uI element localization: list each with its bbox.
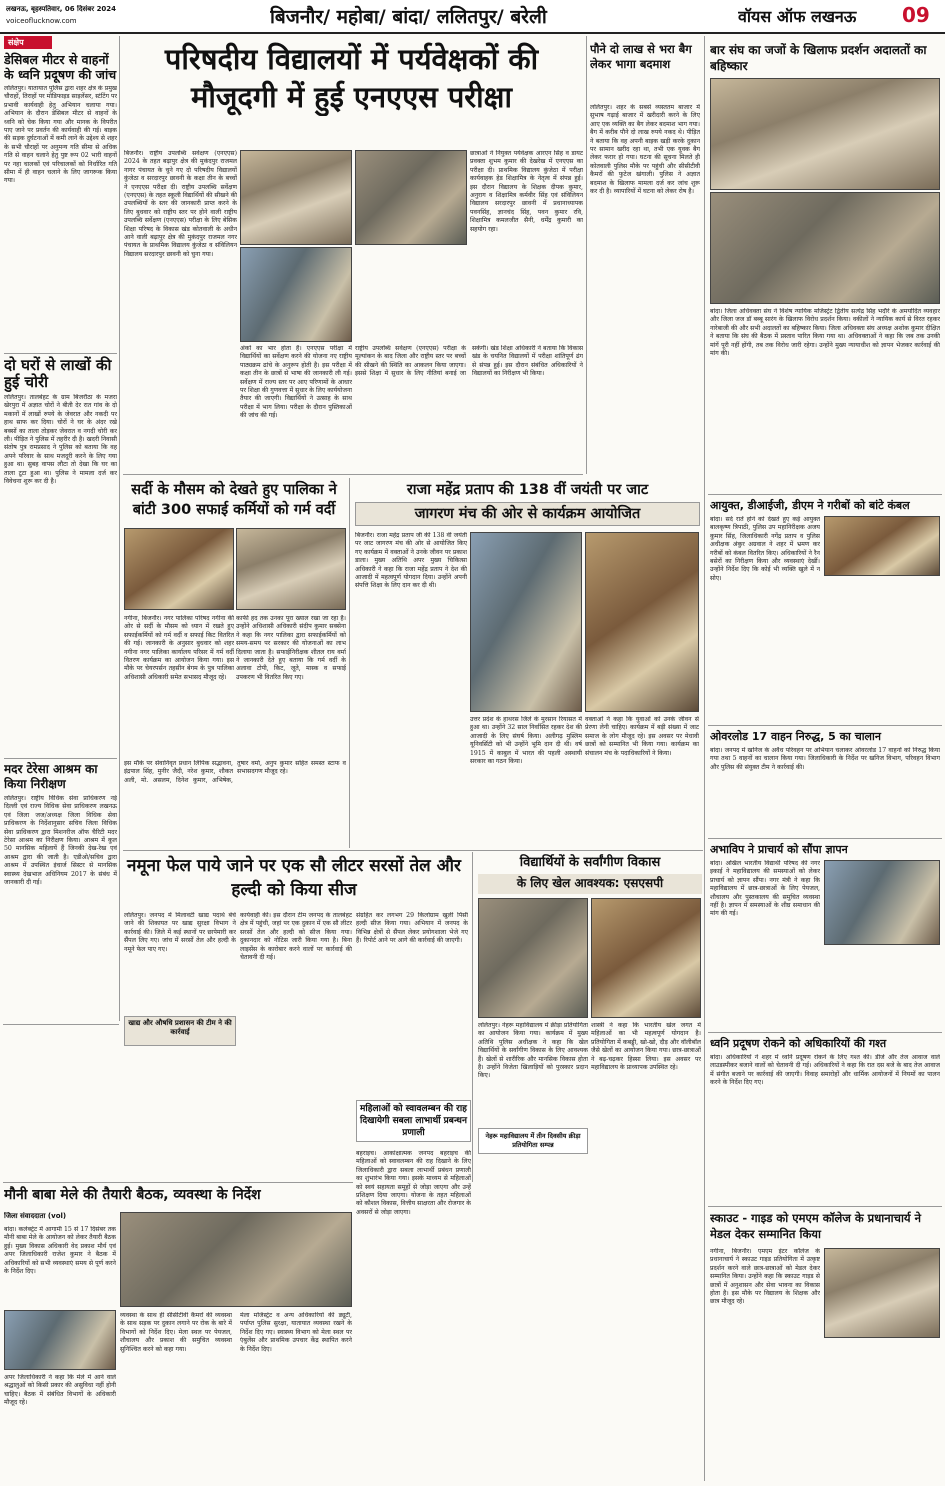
lawyers-body: बांदा। जिला अधिवक्ता संघ ने विशेष न्यायिक मजिस्ट्रेट द्वितीय सत्येंद्र सिंह भदौरे के अमर्यादित व्यवहार और जिला जज डॉ बब्बू सारंग के खिलाफ विरोध प्रदर्शन किया। वकीलों ने न्यायिक कार्य से विरत रहकर नारेबाजी की और सभी अदालतों का बहिष्कार किया। जिला अधिवक्ता संघ अध्यक्ष अशोक कुमार दीक्षित ने बताया कि संघ की बैठक में प्रस्ताव पारित किया गया था। अधिवक्ताओं ने कहा कि जब तक उनकी मांगें पूरी नहीं होंगी, तब तक विरोध जारी रहेगा। उन्होंने मुख्य न्यायाधीश को ज्ञापन भेजकर कार्रवाई की मांग की। [710,308,940,358]
blanket-headline: आयुक्त, डीआईजी, डीएम ने गरीबों को बांटे कंबल [710,499,910,512]
sports-col-1: ललितपुर। नेहरू महाविद्यालय में क्रीड़ा प्रतियोगिता का आयोजन किया गया। कार्यक्रम में मुख्य अतिथि पुलिस अधीक्षक ने कहा कि खेल विद्यार्थियों के सर्वांगीण विकास के लिए आवश्यक हैं। खेलों से शारीरिक और मानसिक विकास होता है। उन्होंने विजेता खिलाड़ियों को पुरस्कार प्रदान किए। [478,1022,588,1080]
raja-headline-2-box [355,502,700,526]
mustard-callout [124,1016,236,1046]
raja-col-3: वक्ताओं ने कहा कि युवाओं को उनके जीवन से प्रेरणा लेनी चाहिए। कार्यक्रम में बड़ी संख्या में जाट समाज के लोग मौजूद रहे। इस अवसर पर मेधावी छात्रों को सम्मानित भी किया गया। कार्यक्रम का संचालन मंच के पदाधिकारियों ने किया। [585,716,699,757]
main-col-1: बिजनौर। राष्ट्रीय उपलब्धि सर्वेक्षण (एनएएस) 2024 के तहत बढ़ापुर क्षेत्र की मुकंदपुर राजमल नागर पंचायत के चुने गए दो परिषदीय विद्यालयों कुंजेठा व सरदारपुर छावनी के कक्षा तीन के बच्चों ने एनएएस परीक्षा दी। राष्ट्रीय उपलब्धि सर्वेक्षण (एनएएस) के तहत स्कूली विद्यार्थियों की सीखने की उपलब्धियों के स्तर की जानकारी प्राप्त करने के लिए बुधवार को राष्ट्रीय स्तर पर होने वाली राष्ट्रीय उपलब्धि सर्वेक्षण (एनएएस) परीक्षा के लिए बेसिक शिक्षा परिषद के विकास खंड कोतवाली के अधीन आने वाली बढ़ापुर क्षेत्र की मुकंदपुर राजमल नगर पंचायत के प्राथमिक विद्यालय कुंजेठा व संविलियन विद्यालय सरदारपुर छावनी को चुना गया। [124,150,237,258]
lawyers-photo-1 [710,78,940,190]
cold-headline: सर्दी के मौसम को देखते हुए पालिका ने बांटी 300 सफाई कर्मियों को गर्म वर्दी [131,482,337,518]
bag-headline: पौने दो लाख से भरा बैग लेकर भागा बदमाश [590,42,692,71]
fair-photo-2 [120,1212,352,1307]
sports-col-2: शास्त्री ने कहा कि भारतीय खेल जगत में महिलाओं का भी महत्वपूर्ण योगदान है। प्रतियोगिता में कबड्डी, खो-खो, दौड़ और वॉलीबॉल जैसे खेलों का आयोजन किया गया। छात्र-छात्राओं ने बढ़-चढ़कर हिस्सा लिया। इस अवसर पर महाविद्यालय के प्राध्यापक उपस्थित रहे। [591,1022,701,1072]
sports-callout-text: नेहरू महाविद्यालय में तीन दिवसीय क्रीड़ा प्रतियोगिता सम्पन्न [485,1132,581,1149]
overload-headline: ओवरलोड 17 वाहन निरुद्ध, 5 का चालान [710,730,881,743]
lawyers-photo-2 [710,192,940,304]
abvp-headline: अभाविप ने प्राचार्य को सौंपा ज्ञापन [710,843,848,856]
brief-1-title: डेसिबल मीटर से वाहनों के ध्वनि प्रदूषण की जांच [4,52,117,82]
fair-photo-1 [4,1310,116,1370]
raja-headline-1: राजा महेंद्र प्रताप की 138 वीं जयंती पर जाट [406,482,649,498]
cold-photo-1 [124,528,234,610]
bag-body: ललितपुर। शहर के सबसे व्यस्ततम बाजार में सुभाष गढ़ाई बाजार में खरीदारी करने के लिए आए एक व्यक्ति का बैग लेकर बदमाश भाग गया। बैग में करीब पौने दो लाख रुपये नकद थे। पीड़ित ने बताया कि वह अपनी बाइक खड़ी करके दुकान पर सामान खरीद रहा था, तभी एक युवक बैग लेकर फरार हो गया। घटना की सूचना मिलते ही कोतवाली पुलिस मौके पर पहुंची और सीसीटीवी कैमरों की फुटेज खंगाली। पुलिस ने अज्ञात बदमाश के खिलाफ मामला दर्ज कर जांच शुरू कर दी है। व्यापारियों में घटना को लेकर रोष है। [590,104,700,196]
cold-col-3: इस मौके पर सेवानिवृत प्रधान लिपिक सद्भावना, इंद्रपाल सिंह, मुनीर जैदी, नरेश कुमार, शौकत अली, मो. असलम, दिनेश कुमार, अभिषेक, तुषार वर्मा, अनुप कुमार सहित समस्त स्टाफ व सभासदगण मौजूद रहे। [124,760,346,784]
cold-col-1: नगीना, बिजनौर। नगर पालिका परिषद नगीना की ओर से सर्दी के मौसम को ध्यान में रखते हुए सफाईकर्मियों को गर्म वर्दी व सफाई किट वितरित की गई। जानकारी के अनुसार बुधवार को शहर नगीना नगर पालिका कार्यालय परिसर में गर्म वर्दी वितरण कार्यक्रम का आयोजन किया गया। इस मौके पर चेयरपर्सन तहसीन बेगम के पुत्र पालिका अधिशासी अधिकारी समेत सभासद मौजूद रहे। [124,615,234,681]
raja-headline-2: जागरण मंच की ओर से कार्यक्रम आयोजित [414,506,641,522]
main-col-4: राष्ट्रीय उपलब्धि सर्वेक्षण (एनएएस) परीक्षा के मूल्यांकन के बाद जिला और राष्ट्रीय स्तर पर बच्चों की सीखने की स्थिति का आकलन किया जाएगा। इससे शिक्षा में सुधार के लिए नीतियां बनाई जा सकेंगी। खंड शिक्षा अधिकारी ने बताया कि विकास खंड के चयनित विद्यालयों में परीक्षा शांतिपूर्ण ढंग से संपन्न हुई। इस दौरान संबंधित अधिकारियों ने विद्यालयों का निरीक्षण भी किया। [355,345,583,378]
mustard-col-3: संग्रहित कर लगभग 29 किलोग्राम खुली पिसी हल्दी सीज किया गया। अभियान में जनपद के विभिन्न क्षेत्रों से सैंपल लेकर प्रयोगशाला भेजे गए हैं। रिपोर्ट आने पर आगे की कार्रवाई की जाएगी। [356,912,468,945]
fair-byline: जिला संवाददाता (vol) [4,1212,67,1220]
fair-col-2: व्यवस्था के साथ ही सीसीटीवी कैमरों की व्यवस्था के साथ सड़क पर दुकान लगाने पर रोक के बारे में विभागों को निर्देश दिए। मेला स्थल पर पेयजल, शौचालय और प्रकाश की समुचित व्यवस्था सुनिश्चित करने को कहा गया। [120,1312,232,1353]
women-body: बहराइच। आकांक्षात्मक जनपद बहराइच की महिलाओं को स्वावलम्बन की राह दिखाने के लिए जिलाधिकारी द्वारा सबला लाभार्थी प्रबंधन प्रणाली का शुभारंभ किया गया। इसके माध्यम से महिलाओं को स्वयं सहायता समूहों से जोड़ा जाएगा और उन्हें प्रशिक्षण दिया जाएगा। योजना के तहत महिलाओं को कौशल विकास, वित्तीय साक्षरता और रोजगार के अवसरों से जोड़ा जाएगा। [356,1150,471,1216]
noise-body: बांदा। अधिकारियों ने शहर में ध्वनि प्रदूषण रोकने के लिए गश्त की। डीजे और तेज आवाज वाले लाउडस्पीकर बजाने वालों को चेतावनी दी गई। अधिकारियों ने कहा कि रात दस बजे के बाद तेज आवाज में संगीत बजाने पर कार्रवाई की जाएगी। विवाह समारोहों और धार्मिक आयोजनों में नियमों का पालन करने के निर्देश दिए गए। [710,1054,940,1087]
raja-col-1: बिजनौर। राजा महेंद्र प्रताप जी की 138 वीं जयंती पर जाट जागरण मंच की ओर से आयोजित किए गए कार्यक्रम में वक्ताओं ने उनके जीवन पर प्रकाश डाला। मुख्य अतिथि अपर मुख्य चिकित्सा अधिकारी ने कहा कि राजा महेंद्र प्रताप ने देश की आजादी में महत्वपूर्ण योगदान दिया। उन्होंने अपनी संपत्ति शिक्षा के लिए दान कर दी थी। [355,532,467,590]
overload-body: बांदा। जनपद में खनिज के अवैध परिवहन पर अभियान चलाकर ओवरलोड 17 वाहनों को निरुद्ध किया गया तथा 5 वाहनों का चालान किया गया। जिलाधिकारी के निर्देश पर खनिज विभाग, परिवहन विभाग और पुलिस की संयुक्त टीम ने कार्रवाई की। [710,747,940,771]
brief-1-body: ललितपुर। यातायात पुलिस द्वारा शहर क्षेत्र के प्रमुख चौराहों, तिराहों पर मोडिफाइड साइलेंसर, स्टंटिंग पर प्रभावी कार्यवाही हेतु अभियान चलाया गया। अभियान के दौरान डेसिबल मीटर से वाहनों के ध्वनि को चेक किया गया और मानक के विपरीत पाए जाने पर प्रवर्तन की कार्यवाही की गई। बाइक की सड़क दुर्घटनाओं में कमी लाने के उद्देश्य से शहर के सभी चौराहों पर अनुमन्य गति सीमा से अधिक गति से वाहन चलाने हेतु पुष्ट रूप 02 भारी वाहनों पर नहा चालकों एवं परिचालकों को निर्धारित गति सीमा में ही वाहन चलाने के लिए जागरूक किया गया। [4,85,117,185]
blanket-photo [824,516,940,576]
mustard-col-1: ललितपुर। जनपद में मिलावटी खाद्य पदार्थ बेचे जाने की शिकायत पर खाद्य सुरक्षा विभाग ने कार्रवाई की। जिले में कई स्थानों पर छापेमारी कर सैंपल लिए गए। जांच में सरसों तेल और हल्दी के नमूने फेल पाए गए। [124,912,236,953]
abvp-body: बांदा। अखिल भारतीय विद्यार्थी परिषद की नगर इकाई ने महाविद्यालय की समस्याओं को लेकर प्राचार्य को ज्ञापन सौंपा। नगर मंत्री ने कहा कि महाविद्यालय में छात्र-छात्राओं के लिए पेयजल, शौचालय और पुस्तकालय की समुचित व्यवस्था नहीं है। ज्ञापन में समस्याओं के शीघ्र समाधान की मांग की गई। [710,860,820,918]
masthead [0,0,945,34]
main-col-3: छात्राओं ने नियुक्त पर्यवेक्षक आरएन सिंह व डायट प्रवक्ता शुभम कुमार की देखरेख में एनएएस का परीक्षा दी। प्राथमिक विद्यालय कुंजेठा में परीक्षा कार्यवाहक हेड शिक्षामित्र के नेतृत्व में संपन्न हुई। इस दौरान विद्यालय के शिक्षक दीपक कुमार, अनुराग व शिक्षामित्र कर्मवीर सिंह एवं संविलियन विद्यालय सरदारपुर छावनी में प्रधानाध्यापक पवनसिंह, ज्ञानचंद सिंह, पवन कुमार रवि, शिक्षामित्र कमलजीत सैनी, धर्मेंद्र कुमारी का सहयोग रहा। [470,150,583,233]
paper-name: वॉयस ऑफ लखनऊ [738,7,857,26]
noise-headline: ध्वनि प्रदूषण रोकने को अधिकारियों की गश्त [710,1037,887,1050]
scout-headline: स्काउट - गाइड को एमएम कॉलेज के प्रधानाचार्य ने मेडल देकर सम्मानित किया [710,1211,921,1241]
brief-label: संक्षेप [4,36,52,49]
scout-photo [824,1248,940,1338]
section-title: बिजनौर/ महोबा/ बांदा/ ललितपुर/ बरेली [270,6,547,28]
fair-col-3b [240,1426,352,1478]
cold-photo-2 [236,528,346,610]
masthead-date: लखनऊ, बृहस्पतिवार, 06 दिसंबर 2024 [6,5,117,13]
page-number: 09 [902,3,930,27]
fair-col-1: बांदा। कलेक्ट्रेट में आगामी 15 से 17 दिसंबर तक मौनी बाबा मेले के आयोजन को लेकर तैयारी बैठक हुई। मुख्य विकास अधिकारी वेद प्रकाश मौर्य एवं अपर जिलाधिकारी राजेश कुमार ने बैठक में अधिकारियों को सभी व्यवस्थाएं समय से पूर्ण करने के निर्देश दिए। [4,1226,116,1276]
brief-2-title: दो घरों से लाखों की हुई चोरी [4,353,117,391]
brief-3-body: ललितपुर। राष्ट्रीय विधिक सेवा प्राधिकरण नई दिल्ली एवं राज्य विधिक सेवा प्राधिकरण लखनऊ एवं जिला जज/अध्यक्ष जिला विधिक सेवा प्राधिकरण के निर्देशानुसार सचिव जिला विधिक सेवा प्राधिकरण द्वारा मिशनरीज ऑफ चैरिटी मदर टेरेसा आश्रम का निरीक्षण किया। आश्रम में कुल 50 मानसिक महिलायें हैं जिनकी देख-रेख एवं आश्रम द्वारा की जाती है। एडीओ/सचिव द्वारा आश्रम में उपस्थित इंचार्ज सिस्टर से मानसिक स्वास्थ्य देखभाल अधिनियम 2017 के संबंध में जानकारी दी गई। [4,795,117,887]
brief-2-body: ललितपुर। तालबेहट के ग्राम बिजरौठा के मजरा खेरपुरा में अज्ञात चोरों ने बीती देर रात गांव के दो मकानों में लाखों रुपये के जेवरात और नकदी पर हाथ साफ कर दिया। चोरों ने घर के अंदर रखे बक्सों का ताला तोड़कर जेवरात व नगदी चोरी कर ली। पीड़ित ने पुलिस में तहरीर दी है। खदरी निवासी संतोष पुत्र रामप्रसाद ने पुलिस को बताया कि वह अपने परिवार के साथ मजदूरी करने के लिए गया हुआ था। सुबह वापस लौटा तो देखा कि घर का ताला टूटा हुआ था। पुलिस ने मामला दर्ज कर विवेचना शुरू कर दी है। [4,394,117,486]
lawyers-headline: बार संघ का जजों के खिलाफ प्रदर्शन अदालतों का बहिष्कार [710,43,927,73]
main-headline: परिषदीय विद्यालयों में पर्यवेक्षकों की मौजूदगी में हुई एनएएस परीक्षा [164,42,539,114]
masthead-site[interactable]: voiceoflucknow.com [6,17,77,25]
sports-headline-2: के लिए खेल आवश्यक: एसएसपी [516,876,664,890]
main-photo-2 [355,150,467,245]
main-col-2: अंकों का भार होता है। एनएएस परीक्षा में विद्यार्थियों का सर्वेक्षण करने की योजना नए राष्ट्रीय पाठ्यक्रम ढांचे के अनुरूप होती है। इस परीक्षा में कक्षा तीन के छात्रों से भाषा की जानकारी ली गई। सर्वेक्षण में राज्य स्तर पर आए परिणामों के आधार पर शिक्षा की गुणवत्ता में सुधार के लिए कार्ययोजना तैयार की जाएगी। विद्यार्थियों ने उत्साह के साथ परीक्षा में भाग लिया। परीक्षा के दौरान पुस्तिकाओं की जांच की गई। [240,345,352,420]
abvp-photo [824,860,940,945]
mustard-callout-text: खाद्य और औषधि प्रशासन की टीम ने की कार्रवाई [128,1019,232,1036]
women-headline: महिलाओं को स्वावलम्बन की राह दिखायेगी सबला लाभार्थी प्रबन्धन प्रणाली [356,1100,471,1142]
raja-photo-2 [585,532,699,712]
raja-col-2: उत्तर प्रदेश के हाथरस जिले के मुरसान रियासत में हुआ था। उन्होंने 32 साल निर्वासित रहकर देश की आजादी के लिए संघर्ष किया। अलीगढ़ मुस्लिम यूनिवर्सिटी को भी उन्होंने भूमि दान दी थी। वर्ष 1915 में काबुल में भारत की पहली अस्थायी सरकार का गठन किया। [470,716,582,766]
sports-callout [478,1128,588,1154]
mustard-col-2: कार्यवाही की। इस दौरान टीम जनपद के तालबेहट क्षेत्र में पहुंची, जहां पर एक दुकान में एक सौ लीटर सरसों तेल और हल्दी को सीज किया गया। दुकानदार को नोटिस जारी किया गया है। बिना लाइसेंस के कारोबार करने वालों पर कार्रवाई की चेतावनी दी गई। [240,912,352,962]
main-photo-1 [240,150,352,245]
sports-photo-2 [591,898,701,1018]
fair-col-4: अपर जिलाधिकारी ने कहा कि मेले में आने वाले श्रद्धालुओं को किसी प्रकार की असुविधा नहीं होनी चाहिए। बैठक में संबंधित विभागों के अधिकारी मौजूद रहे। [4,1374,116,1407]
fair-col-3: मेला मजिस्ट्रेट व अन्य अधिकारियों की ड्यूटी, पर्याप्त पुलिस सुरक्षा, यातायात व्यवस्था रखने के निर्देश दिए गए। स्वास्थ्य विभाग को मेला स्थल पर एंबुलेंस और प्राथमिक उपचार केंद्र स्थापित करने के निर्देश दिए। [240,1312,352,1353]
fair-headline: मौनी बाबा मेले की तैयारी बैठक, व्यवस्था के निर्देश [4,1187,261,1203]
brief-3-title: मदर टेरेसा आश्रम का किया निरीक्षण [4,758,117,792]
mustard-headline: नमूना फेल पाये जाने पर एक सौ लीटर सरसों तेल और हल्दी को किया सीज [127,856,461,900]
scout-body: नगीना, बिजनौर। एमएम इंटर कॉलेज के प्रधानाचार्य ने स्काउट गाइड प्रतियोगिता में उत्कृष्ट प्रदर्शन करने वाले छात्र-छात्राओं को मेडल देकर सम्मानित किया। उन्होंने कहा कि स्काउट गाइड से छात्रों में अनुशासन और सेवा भावना का विकास होता है। इस मौके पर विद्यालय के शिक्षक और छात्र मौजूद रहे। [710,1248,820,1306]
sports-headline-2-box [478,874,702,894]
main-photo-3 [240,247,352,342]
sports-photo-1 [478,898,588,1018]
blanket-body: बांदा। सर्द रातें होने को देखते हुए कई आयुक्त बालकृष्ण त्रिपाठी, पुलिस उप महानिरीक्षक अजय कुमार सिंह, जिलाधिकारी नगेंद्र प्रताप व पुलिस अधीक्षक अंकुर अग्रवाल ने शहर में भ्रमण कर गरीबों को कंबल वितरित किए। अधिकारियों ने रैन बसेरों का निरीक्षण किया और व्यवस्थाएं देखीं। उन्होंने निर्देश दिए कि कोई भी व्यक्ति खुले में न सोए। [710,516,820,582]
sports-headline-1: विद्यार्थियों के सर्वांगीण विकास [519,855,661,870]
raja-photo-1 [470,532,582,712]
cold-col-2: काफी हद तक उनका पूरा ख्याल रखा जा रहा है। उन्होंने अधिशासी अधिकारी संदीप कुमार सक्सेना ने कहा कि नगर पालिका द्वारा सफाईकर्मियों को समय-समय पर सरकार की योजनाओं का लाभ दिलाया जाता है। सफाईनिरीक्षक शीतल राय वर्मा ने जानकारी देते हुए बताया कि गर्म वर्दी के अलावा टोपी, किट, जूते, मास्क व सफाई उपकरण भी वितरित किए गए। [236,615,346,681]
